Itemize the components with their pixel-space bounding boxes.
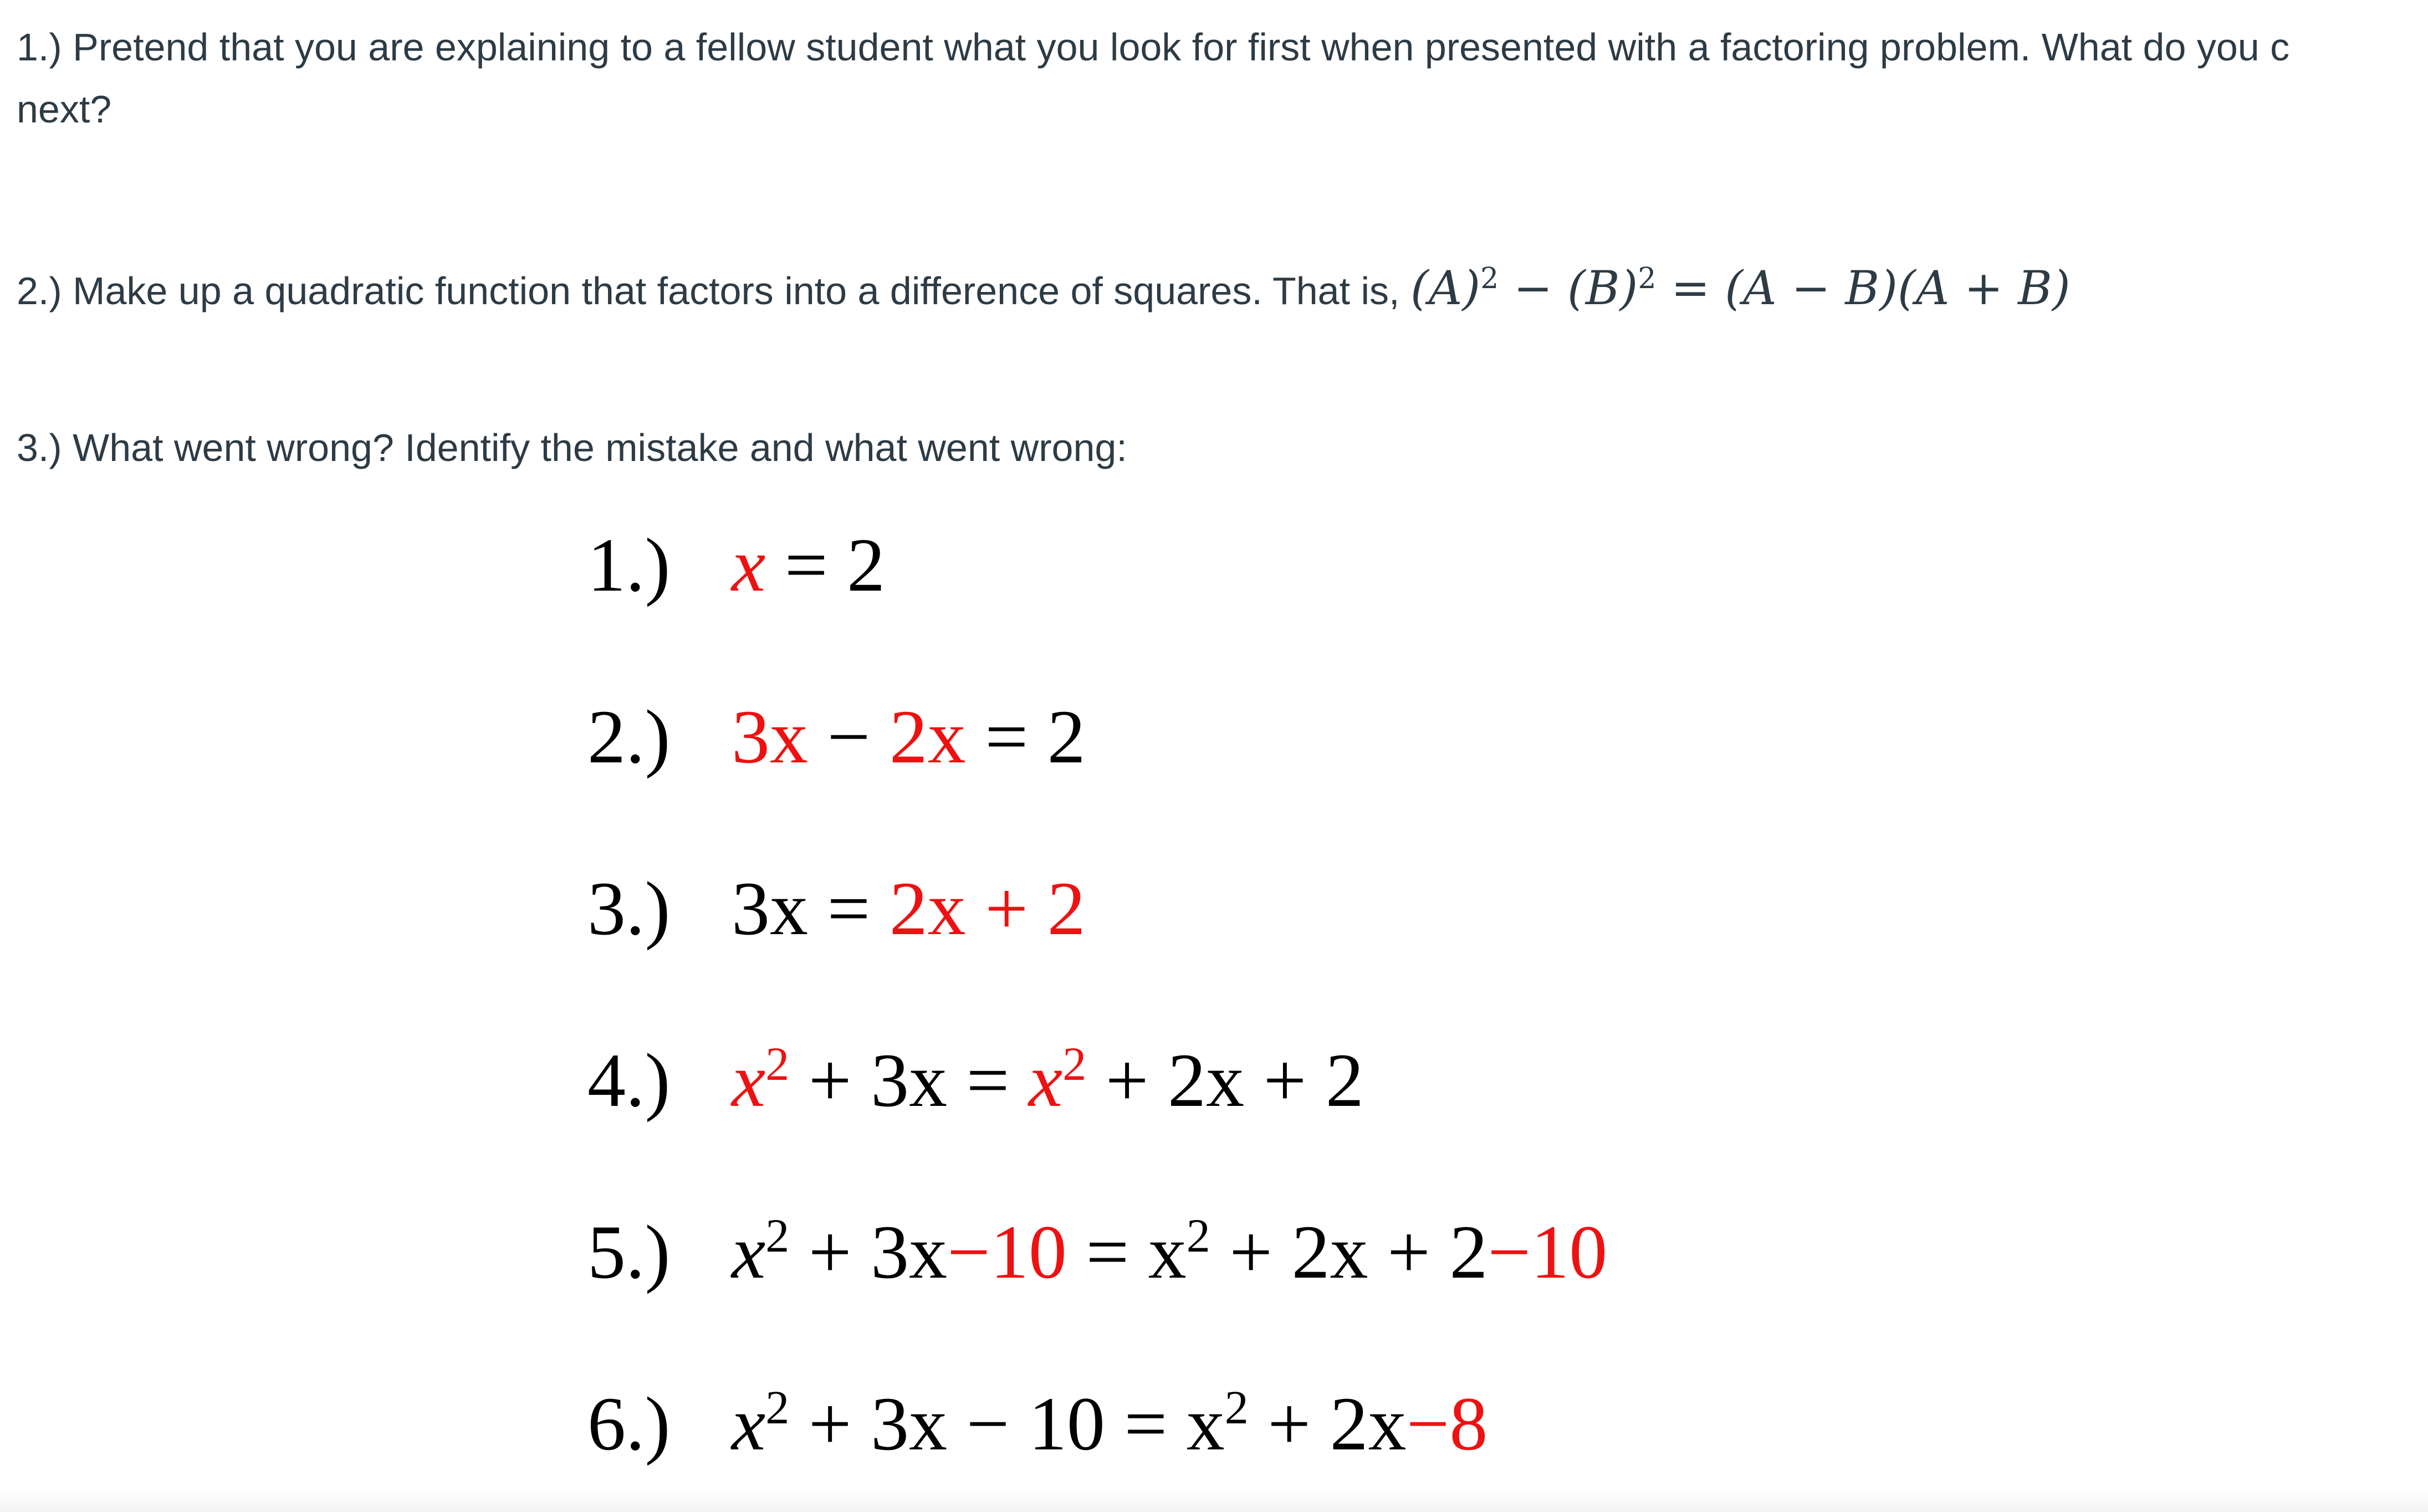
step-term: −10 <box>947 1209 1067 1294</box>
step-4 <box>587 1036 1364 1124</box>
step-term: x <box>732 1381 766 1466</box>
step-term: + 3x − 10 = x <box>789 1381 1225 1466</box>
bottom-edge <box>0 1490 2428 1512</box>
question-3-text: 3.) What went wrong? Identify the mistake and what went wrong: <box>17 426 1127 469</box>
question-3 <box>17 417 1127 479</box>
step-term: = <box>808 866 890 951</box>
step-2 <box>587 693 1086 781</box>
step-term: −8 <box>1406 1381 1488 1466</box>
step-term: = x <box>1066 1209 1187 1294</box>
step-number: 6.) <box>587 1381 671 1466</box>
step-exponent: 2 <box>1186 1209 1210 1262</box>
step-term: + 2x + 2 <box>1210 1209 1488 1294</box>
formula-part-1: (A) <box>1410 261 1481 315</box>
step-term: = 2 <box>765 522 886 607</box>
step-6 <box>587 1380 1488 1468</box>
step-number: 2.) <box>587 694 671 779</box>
formula-part-3: = (A − B)(A + B) <box>1656 261 2071 315</box>
step-term: x <box>732 1209 766 1294</box>
step-number: 3.) <box>587 866 671 951</box>
step-exponent: 2 <box>765 1381 790 1434</box>
formula-part-2: − (B) <box>1499 261 1638 315</box>
step-1 <box>587 521 885 609</box>
formula-exponent-2: 2 <box>1638 262 1657 295</box>
step-exponent: 2 <box>765 1209 790 1262</box>
step-number: 1.) <box>587 522 671 607</box>
step-term: 2x + 2 <box>889 866 1086 951</box>
question-1-line-2: next? <box>17 88 112 131</box>
step-exponent: 2 <box>1224 1381 1249 1434</box>
question-1-line-1: 1.) Pretend that you are explaining to a fellow student what you look for first when presented with a factoring problem. What do you c <box>17 25 2290 69</box>
step-term: + 2x <box>1248 1381 1407 1466</box>
step-exponent: 2 <box>1062 1037 1087 1090</box>
step-5 <box>587 1208 1607 1296</box>
step-term: + 2x + 2 <box>1086 1038 1364 1123</box>
formula-exponent-1: 2 <box>1480 262 1499 295</box>
step-term: x <box>732 522 766 607</box>
step-term: = 2 <box>965 694 1086 779</box>
step-term: 2x <box>889 694 966 779</box>
step-term: 3x <box>732 694 808 779</box>
step-number: 4.) <box>587 1038 671 1123</box>
step-term: + 3x = <box>789 1038 1029 1123</box>
step-term: + 3x <box>789 1209 948 1294</box>
step-term: x <box>1028 1038 1063 1123</box>
question-1 <box>17 16 2289 140</box>
step-term: x <box>732 1038 766 1123</box>
question-2 <box>17 248 2071 322</box>
step-term: − <box>808 694 890 779</box>
step-number: 5.) <box>587 1209 671 1294</box>
step-term: 3x <box>732 866 808 951</box>
step-term: −10 <box>1488 1209 1608 1294</box>
step-3 <box>587 864 1086 952</box>
step-exponent: 2 <box>765 1037 790 1090</box>
question-2-text: 2.) Make up a quadratic function that factors into a difference of squares. That is, <box>17 269 1410 312</box>
difference-of-squares-formula <box>1410 261 2071 315</box>
